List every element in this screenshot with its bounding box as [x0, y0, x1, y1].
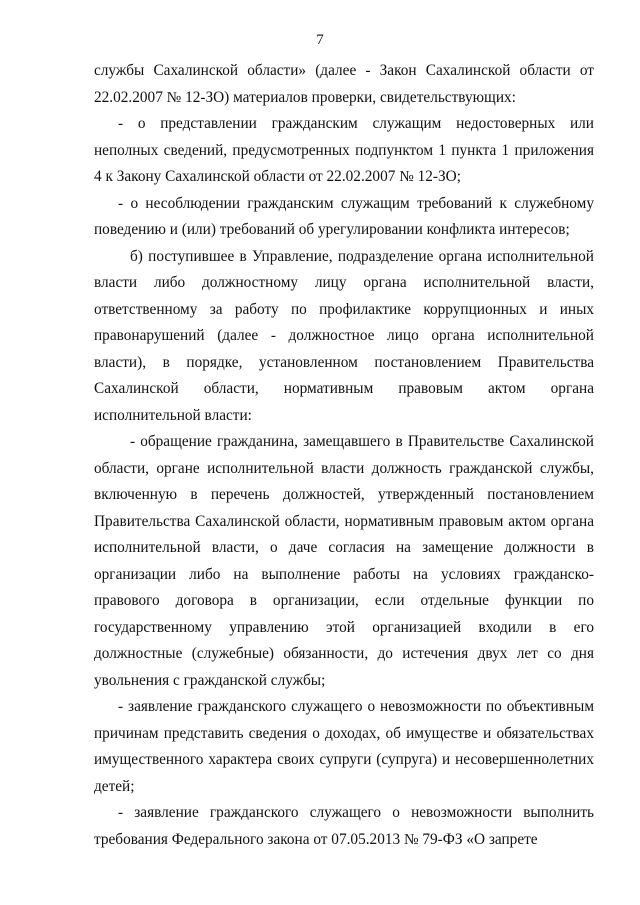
paragraph-2: - о представлении гражданским служащим недостоверных или неполных сведений, предусмотренных подпунктом 1 пункта 1 приложения 4 к Закону Сахалинской области от 22.02.2007 № 12-ЗО; [94, 115, 594, 185]
paragraph-4: б) поступившее в Управление, подразделение органа исполнительной власти либо должностному лицу органа исполнительной власти, ответственному за работу по профилактике коррупционных и иных правонарушений (далее - должностное лицо органа исполнительной власти), в порядке, установленном постановлением Правительства Сахалинской области, нормативным правовым актом органа исполнительной власти: [94, 247, 594, 424]
document-body [94, 58, 594, 853]
paragraph-7: - заявление гражданского служащего о невозможности выполнить требования Федерального закона от 07.05.2013 № 79-ФЗ «О запрете [94, 804, 594, 848]
paragraph-6: - заявление гражданского служащего о невозможности по объективным причинам представить сведения о доходах, об имуществе и обязательствах имущественного характера своих супруги (супруга) и несовершеннолетних детей; [94, 698, 594, 795]
paragraph-3: - о несоблюдении гражданским служащим требований к служебному поведению и (или) требований об урегулировании конфликта интересов; [94, 194, 594, 238]
paragraph-1: службы Сахалинской области» (далее - Закон Сахалинской области от 22.02.2007 № 12-ЗО) материалов проверки, свидетельствующих: [94, 62, 594, 106]
page-number: 7 [316, 32, 324, 48]
paragraph-5: - обращение гражданина, замещавшего в Правительстве Сахалинской области, органе исполнительной власти должность гражданской службы, включенную в перечень должностей, утвержденный постановлением Правительства Сахалинской области, нормативным правовым актом органа исполнительной власти, о даче согласия на замещение должности в организации либо на выполнение работы на условиях гражданско-правового договора в организации, если отдельные функции по государственному управлению этой организацией входили в его должностные (служебные) обязанности, до истечения двух лет со дня увольнения с гражданской службы; [94, 433, 594, 689]
